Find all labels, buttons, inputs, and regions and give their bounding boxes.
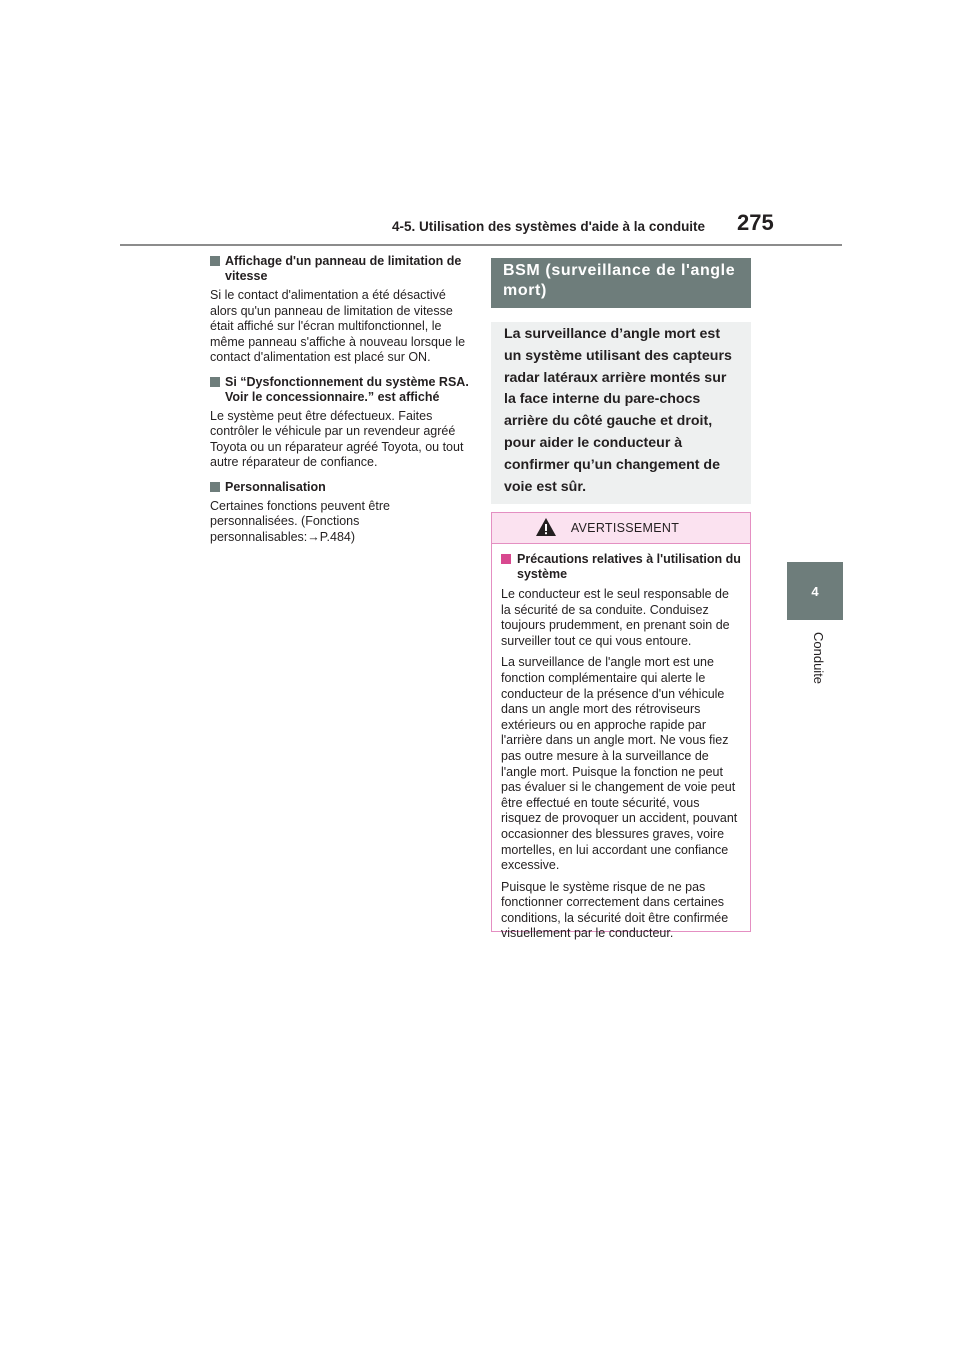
section-title-customization: Personnalisation [210, 480, 470, 495]
square-bullet-icon [210, 482, 220, 492]
running-header: 4-5. Utilisation des systèmes d'aide à la conduite [392, 219, 706, 234]
chapter-label: Conduite [811, 632, 826, 685]
square-bullet-icon [210, 377, 220, 387]
warning-body [492, 544, 750, 942]
section-text-speed-sign: Si le contact d'alimentation a été désactivé alors qu'un panneau de limitation de vitesse était affiché sur l'écran multifonctionnel, le même panneau s'affiche à nouveau lorsque le contact d'alimentation est placé sur ON. [210, 288, 466, 364]
warning-paragraph: Le conducteur est le seul responsable de la sécurité de sa conduite. Conduisez toujours prudemment, en prenant soin de surveiller tout ce qui vous entoure. [501, 587, 730, 648]
warning-paragraph: Puisque le système risque de ne pas fonctionner correctement dans certaines conditions, la sécurité doit être confirmée visuellement par le conducteur. [501, 879, 729, 941]
square-bullet-icon [210, 256, 220, 266]
bsm-section-heading: BSM (surveillance de l'angle mort) [491, 258, 751, 308]
warning-paragraph: La surveillance de l'angle mort est une fonction complémentaire qui alerte le conducteur de la présence d'un véhicule dans un angle mort des rétroviseurs extérieurs ou en approche rapide par l'arrière dans un angle mort. Ne vous fiez pas outre mesure à la surveillance de l'angle mort. Puisque la fonction ne peut pas évaluer si le changement de voie peut être effectué en toute sécurité, vous risquez de provoquer un accident, pouvant occasionner des blessures graves, voire mortelles, en lui accordant une confiance excessive. [501, 655, 738, 873]
page-reference-link[interactable]: →P.484) [307, 529, 356, 544]
chapter-number: 4 [811, 583, 819, 599]
header-divider [120, 244, 842, 246]
section-text-customization: Certaines fonctions peuvent être personnalisées. (Fonctions personnalisables:→P.484) [210, 498, 390, 544]
section-text-rsa-malfunction: Le système peut être défectueux. Faites contrôler le véhicule par un revendeur agréé Toyota ou un réparateur agréé Toyota, ou tout autre réparateur de confiance. [210, 408, 464, 469]
page-number: 275 [737, 210, 774, 235]
warning-triangle-icon [535, 517, 557, 537]
warning-section-title: Précautions relatives à l'utilisation du système [501, 552, 741, 582]
left-column [210, 254, 470, 554]
warning-box [491, 512, 751, 941]
chapter-tab [787, 562, 843, 620]
section-title-speed-sign: Affichage d'un panneau de limitation de vitesse [210, 254, 470, 284]
warning-header [492, 513, 750, 544]
square-bullet-icon [501, 554, 511, 564]
warning-title: AVERTISSEMENT [570, 521, 680, 535]
bsm-intro-box: La surveillance d’angle mort est un système utilisant des capteurs radar latéraux arrière montés sur la face interne du pare-chocs arrière du côté gauche et droit, pour aider le conducteur à confirmer qu’un changement de voie est sûr. [491, 322, 751, 504]
section-title-rsa-malfunction: Si “Dysfonctionnement du système RSA. Voir le concessionnaire.” est affiché [210, 375, 470, 405]
